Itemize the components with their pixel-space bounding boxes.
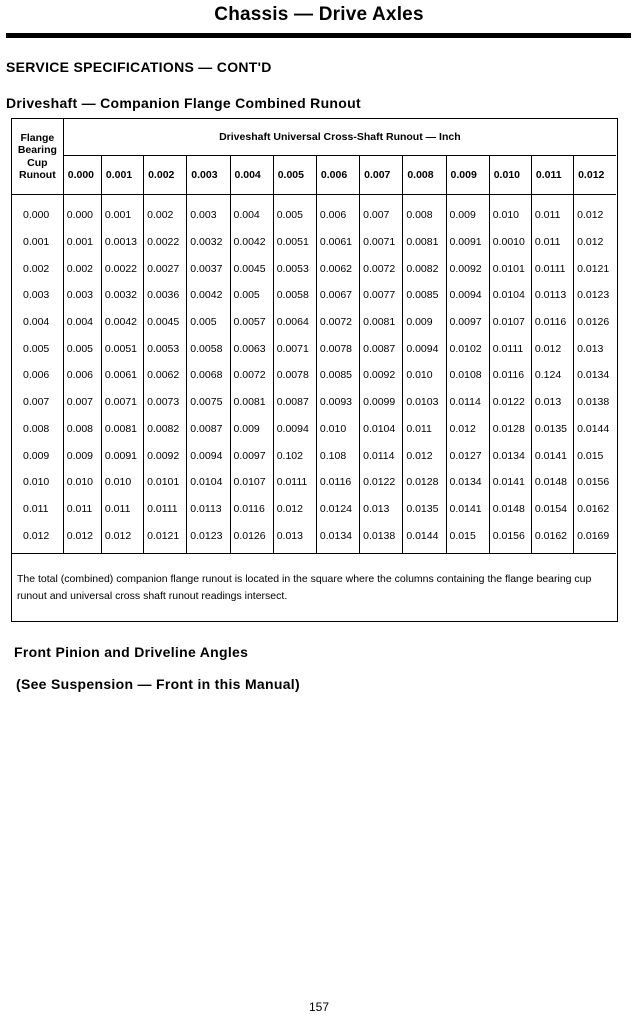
table-cell: 0.0073: [144, 389, 187, 416]
table-cell: 0.003: [187, 202, 230, 229]
table-cell: 0.006: [316, 202, 359, 229]
row-label: 0.000: [12, 202, 63, 229]
end-row: [12, 549, 616, 554]
table-cell: 0.0116: [316, 469, 359, 496]
table-cell: 0.0126: [230, 522, 273, 549]
table-cell: 0.0134: [316, 522, 359, 549]
spacer-cell: [489, 549, 531, 554]
column-header: 0.011: [531, 156, 573, 195]
table-cell: 0.0010: [489, 229, 531, 256]
spacer-cell: [273, 549, 316, 554]
table-cell: 0.124: [531, 362, 573, 389]
table-cell: 0.0144: [577, 422, 610, 435]
table-cell: 0.0078: [316, 335, 359, 362]
table-cell: 0.0156: [577, 476, 610, 489]
spacer-cell: [230, 549, 273, 554]
see-suspension-note: (See Suspension — Front in this Manual): [16, 676, 300, 692]
table-cell: 0.001: [63, 229, 101, 256]
table-cell: 0.0135: [403, 496, 446, 523]
row-label: 0.003: [12, 282, 63, 309]
column-header: 0.010: [489, 156, 531, 195]
table-cell: 0.0097: [230, 442, 273, 469]
table-cell: 0.012: [273, 496, 316, 523]
table-cell: 0.002: [63, 255, 101, 282]
table-cell: 0.0107: [489, 309, 531, 336]
page-title: Chassis — Drive Axles: [214, 4, 424, 25]
table-cell: 0.0075: [187, 389, 230, 416]
table-cell: 0.009: [230, 416, 273, 443]
table-cell: 0.0082: [403, 255, 446, 282]
column-header: 0.009: [446, 156, 489, 195]
table-footnote: The total (combined) companion flange runout is located in the square where the columns containing the flange bearing cup runout and universal cross shaft runout readings intersect.: [17, 573, 592, 602]
table-cell: 0.005: [187, 309, 230, 336]
table-cell: 0.0063: [230, 335, 273, 362]
table-cell: 0.013: [273, 522, 316, 549]
table-cell: 0.0093: [316, 389, 359, 416]
table-cell: 0.0045: [144, 309, 187, 336]
spacer-cell: [63, 195, 101, 203]
spacer-cell: [63, 549, 101, 554]
table-cell: 0.0122: [489, 389, 531, 416]
table-row: [12, 362, 616, 389]
table-cell: 0.012: [446, 416, 489, 443]
table-cell: 0.0045: [230, 255, 273, 282]
spacer-cell: [403, 195, 446, 203]
spacer-cell: [187, 195, 230, 203]
table-cell: 0.0087: [360, 335, 403, 362]
table-cell: 0.0013: [101, 229, 143, 256]
row-header-line: Cup: [27, 156, 48, 169]
table-cell: 0.108: [316, 442, 359, 469]
row-label: 0.010: [12, 469, 63, 496]
column-header: 0.003: [187, 156, 230, 195]
table-cell: 0.013: [577, 342, 604, 355]
table-cell: 0.011: [531, 229, 573, 256]
row-label: 0.001: [12, 229, 63, 256]
table-cell: 0.005: [230, 282, 273, 309]
page-number: 157: [308, 1000, 330, 1014]
table-cell: 0.0134: [446, 469, 489, 496]
table-cell: 0.0071: [360, 229, 403, 256]
table-cell: 0.011: [63, 496, 101, 523]
table-cell: 0.0134: [489, 442, 531, 469]
table-cell: 0.0122: [360, 469, 403, 496]
table-row: [12, 309, 616, 336]
spacer-cell: [230, 195, 273, 203]
table-cell: 0.006: [63, 362, 101, 389]
table-cell: 0.0121: [577, 262, 610, 275]
table-cell: 0.012: [577, 209, 604, 222]
table-title: Driveshaft — Companion Flange Combined Runout: [6, 95, 361, 111]
table-cell: 0.0087: [273, 389, 316, 416]
table-cell: 0.0135: [531, 416, 573, 443]
front-pinion-heading: Front Pinion and Driveline Angles: [14, 644, 249, 660]
spacer-cell: [574, 549, 616, 554]
table-cell: 0.0094: [273, 416, 316, 443]
table-cell: 0.0091: [101, 442, 143, 469]
table-cell: 0.010: [101, 469, 143, 496]
table-cell: 0.012: [403, 442, 446, 469]
column-header: 0.008: [403, 156, 446, 195]
table-cell: 0.0032: [187, 229, 230, 256]
table-cell: 0.0092: [360, 362, 403, 389]
table-cell: 0.015: [446, 522, 489, 549]
table-cell: 0.0053: [273, 255, 316, 282]
column-header: 0.000: [63, 156, 101, 195]
table-cell: 0.0078: [273, 362, 316, 389]
table-cell: 0.0057: [230, 309, 273, 336]
table-cell: 0.0099: [360, 389, 403, 416]
table-cell: 0.0051: [273, 229, 316, 256]
table-cell: 0.0116: [489, 362, 531, 389]
table-cell: 0.0124: [316, 496, 359, 523]
spacer-cell: [531, 195, 573, 203]
table-cell: 0.0162: [531, 522, 573, 549]
row-label: 0.002: [12, 255, 63, 282]
table-row: [12, 496, 616, 523]
table-cell: 0.0128: [403, 469, 446, 496]
table-cell: 0.0141: [489, 469, 531, 496]
table-cell: 0.0111: [144, 496, 187, 523]
spacer-cell: [446, 549, 489, 554]
title-rule: [6, 33, 631, 38]
table-cell: 0.012: [101, 522, 143, 549]
table-cell: 0.0058: [273, 282, 316, 309]
table-row: [12, 202, 616, 229]
spacer-cell: [403, 549, 446, 554]
table-cell: 0.009: [403, 309, 446, 336]
table-row: [12, 469, 616, 496]
table-cell: 0.0082: [144, 416, 187, 443]
row-header-cell: [12, 119, 63, 195]
table-cell: 0.007: [360, 202, 403, 229]
row-label: 0.007: [12, 389, 63, 416]
table-cell: 0.0081: [360, 309, 403, 336]
table-cell: 0.0027: [144, 255, 187, 282]
column-group-header: Driveshaft Universal Cross-Shaft Runout — Inch: [63, 119, 616, 156]
table-row: [12, 255, 616, 282]
table-cell: 0.0101: [489, 255, 531, 282]
table-row: [12, 442, 616, 469]
table-cell: 0.102: [273, 442, 316, 469]
table-cell: 0.0123: [187, 522, 230, 549]
table-cell: 0.000: [63, 202, 101, 229]
table-cell: 0.0169: [577, 529, 610, 542]
spacer-cell: [489, 195, 531, 203]
table-cell: 0.0111: [273, 469, 316, 496]
table-cell: 0.0042: [101, 309, 143, 336]
table-cell: 0.0081: [230, 389, 273, 416]
table-cell: 0.0126: [577, 316, 610, 329]
table-cell: 0.0092: [446, 255, 489, 282]
table-cell: 0.0092: [144, 442, 187, 469]
table-cell: 0.0091: [446, 229, 489, 256]
spacer-cell: [446, 195, 489, 203]
row-label: 0.011: [12, 496, 63, 523]
table-cell: 0.013: [531, 389, 573, 416]
row-label: 0.006: [12, 362, 63, 389]
row-label: 0.012: [12, 522, 63, 549]
spacer-cell: [316, 549, 359, 554]
table-cell: 0.0116: [531, 309, 573, 336]
table-cell: 0.0085: [403, 282, 446, 309]
spacer-cell: [101, 549, 143, 554]
row-header-line: Bearing: [17, 144, 57, 156]
table-body: [12, 195, 616, 554]
table-row: [12, 229, 616, 256]
table-cell: 0.011: [101, 496, 143, 523]
column-header: 0.007: [360, 156, 403, 195]
table-cell: 0.005: [273, 202, 316, 229]
table-cell: 0.004: [63, 309, 101, 336]
table-cell: 0.012: [531, 335, 573, 362]
table-cell: 0.015: [577, 449, 604, 462]
spacer-cell: [12, 549, 63, 554]
table-cell: 0.0148: [531, 469, 573, 496]
row-label: 0.004: [12, 309, 63, 336]
table-cell: 0.0123: [577, 289, 610, 302]
table-cell: 0.0072: [316, 309, 359, 336]
spacer-cell: [360, 549, 403, 554]
column-header: 0.002: [144, 156, 187, 195]
table-row: [12, 335, 616, 362]
table-cell: 0.0162: [577, 502, 610, 515]
table-cell: 0.0071: [273, 335, 316, 362]
table-cell: 0.0144: [403, 522, 446, 549]
table-cell: 0.0114: [446, 389, 489, 416]
table-cell: 0.0094: [446, 282, 489, 309]
row-label: 0.008: [12, 416, 63, 443]
table-cell: 0.0068: [187, 362, 230, 389]
table-cell: 0.0077: [360, 282, 403, 309]
row-header-line: Flange: [20, 131, 55, 144]
spacer-cell: [12, 195, 63, 203]
table-cell: 0.008: [403, 202, 446, 229]
table-cell: 0.0113: [187, 496, 230, 523]
table-cell: 0.004: [230, 202, 273, 229]
spacer-cell: [574, 195, 616, 203]
table-cell: 0.0094: [403, 335, 446, 362]
table-cell: 0.0154: [531, 496, 573, 523]
table-cell: 0.0058: [187, 335, 230, 362]
table-cell: 0.0097: [446, 309, 489, 336]
table-cell: 0.005: [63, 335, 101, 362]
row-label: 0.009: [12, 442, 63, 469]
table-cell: 0.0062: [316, 255, 359, 282]
table-cell: 0.0104: [187, 469, 230, 496]
table-cell: 0.0042: [187, 282, 230, 309]
table-cell: 0.0072: [360, 255, 403, 282]
table-cell: 0.0121: [144, 522, 187, 549]
table-cell: 0.0081: [403, 229, 446, 256]
table-cell: 0.012: [63, 522, 101, 549]
table-cell: 0.0127: [446, 442, 489, 469]
table-cell: 0.0022: [101, 255, 143, 282]
table-cell: 0.0104: [489, 282, 531, 309]
column-header: 0.006: [316, 156, 359, 195]
table-cell: 0.0067: [316, 282, 359, 309]
spacer-cell: [144, 549, 187, 554]
table-cell: 0.011: [403, 416, 446, 443]
table-cell: 0.0111: [531, 255, 573, 282]
table-cell: 0.0094: [187, 442, 230, 469]
runout-table-box: [11, 118, 618, 622]
table-cell: 0.0051: [101, 335, 143, 362]
column-header: 0.005: [273, 156, 316, 195]
column-header: 0.012: [574, 156, 616, 195]
spacer-cell: [144, 195, 187, 203]
table-cell: 0.013: [360, 496, 403, 523]
table-cell: 0.011: [531, 202, 573, 229]
table-cell: 0.010: [63, 469, 101, 496]
table-cell: 0.0037: [187, 255, 230, 282]
spacer-cell: [531, 549, 573, 554]
table-cell: 0.0138: [360, 522, 403, 549]
table-cell: 0.008: [63, 416, 101, 443]
table-cell: 0.0022: [144, 229, 187, 256]
spacer-cell: [316, 195, 359, 203]
table-cell: 0.0064: [273, 309, 316, 336]
row-header-line: Runout: [18, 169, 56, 181]
table-cell: 0.010: [316, 416, 359, 443]
table-cell: 0.0061: [101, 362, 143, 389]
spacer-row: [12, 195, 616, 203]
table-cell: 0.0134: [577, 369, 610, 382]
section-heading: SERVICE SPECIFICATIONS — CONT'D: [6, 59, 272, 75]
table-cell: 0.003: [63, 282, 101, 309]
table-cell: 0.0042: [230, 229, 273, 256]
table-cell: 0.0072: [230, 362, 273, 389]
runout-table: [12, 119, 616, 554]
table-cell: 0.0085: [316, 362, 359, 389]
table-cell: 0.0081: [101, 416, 143, 443]
table-cell: 0.0114: [360, 442, 403, 469]
row-label: 0.005: [12, 335, 63, 362]
table-cell: 0.0148: [489, 496, 531, 523]
spacer-cell: [273, 195, 316, 203]
table-cell: 0.010: [403, 362, 446, 389]
table-cell: 0.0128: [489, 416, 531, 443]
table-cell: 0.0061: [316, 229, 359, 256]
table-cell: 0.0107: [230, 469, 273, 496]
table-cell: 0.0111: [489, 335, 531, 362]
table-cell: 0.001: [101, 202, 143, 229]
table-cell: 0.0113: [531, 282, 573, 309]
spacer-cell: [360, 195, 403, 203]
table-row: [12, 282, 616, 309]
table-cell: 0.0101: [144, 469, 187, 496]
table-cell: 0.0103: [403, 389, 446, 416]
table-cell: 0.0156: [489, 522, 531, 549]
table-row: [12, 522, 616, 549]
table-cell: 0.010: [489, 202, 531, 229]
table-cell: 0.0141: [446, 496, 489, 523]
table-cell: 0.0032: [101, 282, 143, 309]
table-cell: 0.0087: [187, 416, 230, 443]
table-cell: 0.009: [446, 202, 489, 229]
table-cell: 0.0062: [144, 362, 187, 389]
table-cell: 0.002: [144, 202, 187, 229]
column-header: 0.004: [230, 156, 273, 195]
spacer-cell: [187, 549, 230, 554]
table-cell: 0.012: [577, 236, 604, 249]
table-cell: 0.009: [63, 442, 101, 469]
table-cell: 0.0071: [101, 389, 143, 416]
table-cell: 0.0108: [446, 362, 489, 389]
column-header-row: [12, 156, 616, 195]
table-cell: 0.0141: [531, 442, 573, 469]
table-cell: 0.0116: [230, 496, 273, 523]
table-cell: 0.0138: [577, 396, 610, 409]
table-cell: 0.0102: [446, 335, 489, 362]
table-row: [12, 389, 616, 416]
table-cell: 0.007: [63, 389, 101, 416]
table-row: [12, 416, 616, 443]
table-cell: 0.0104: [360, 416, 403, 443]
table-cell: 0.0036: [144, 282, 187, 309]
spacer-cell: [101, 195, 143, 203]
table-cell: 0.0053: [144, 335, 187, 362]
column-header: 0.001: [101, 156, 143, 195]
